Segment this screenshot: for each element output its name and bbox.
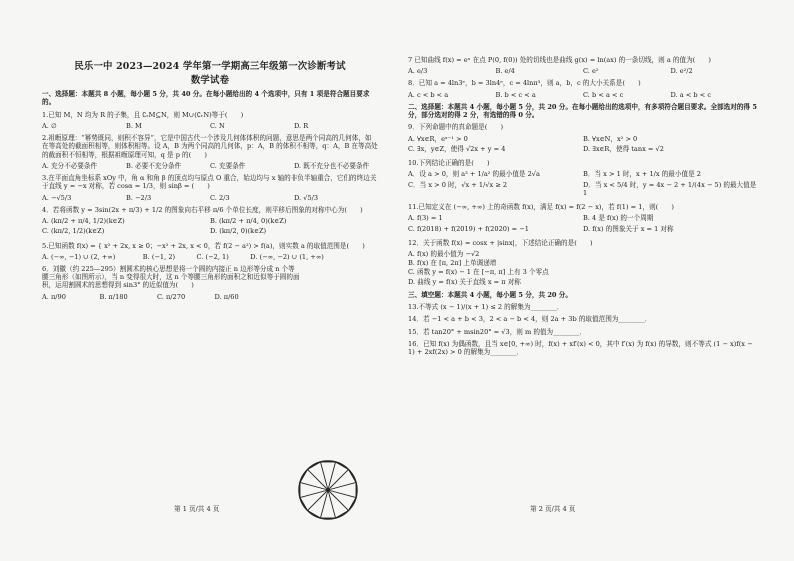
question-8: 8．已知 a = 4ln3ᵉ，b = 3ln4ᵉ，c = 4lnπ³，则 a，b，c 的大小关系是( ) [408, 79, 641, 88]
page-number-right: 第 2 页/共 4 页 [530, 505, 576, 513]
title-line-2: 数学试卷 [190, 74, 230, 86]
option-c: C. f(2018) + f(2019) + f(2020) = −1 [408, 224, 529, 233]
option-a: A．设 a > 0，则 a³ + 1/a² 的最小值是 2√a [408, 170, 540, 179]
option-a: A. (−∞, −1) ∪ (2, +∞) [42, 252, 116, 261]
option-b: B. e/4 [495, 67, 515, 76]
question-8-options [408, 91, 758, 99]
question-12-options [408, 250, 758, 287]
question-2-options [42, 162, 378, 170]
option-a: A. π/90 [42, 292, 66, 301]
section-1-heading: 一、选择题：本题共 8 小题，每小题 5 分，共 40 分。在每小题给出的 4 个选项中，只有 1 项是符合题目要求的。 [42, 90, 370, 107]
page-number-left: 第 1 页/共 4 页 [174, 505, 220, 513]
option-b: B. f(x) 在 [π, 2π] 上单调递增 [408, 259, 497, 268]
option-b: B. ∀x∈N，x² > 0 [583, 134, 638, 143]
option-b: B. M [126, 121, 142, 130]
page-2-column [408, 0, 758, 561]
option-d: D. R [294, 121, 309, 130]
option-b: B. (kπ/2 + π/4, 0)(k∈Z) [210, 217, 287, 226]
polygon-edge [300, 469, 308, 482]
question-3-options [42, 194, 378, 202]
option-d: D. ∃x∈R，使得 tanx = √2 [583, 144, 664, 153]
option-c: C. 函数 y = f(x) − 1 在 [−π, π] 上有 3 个零点 [408, 268, 549, 277]
question-15: 15．若 tan20° + msin20° = √3，则 m 的值为________． [408, 327, 587, 336]
question-1-options [42, 122, 378, 130]
option-c: C．当 x > 0 时，√x + 1/√x ≥ 2 [408, 180, 508, 189]
section-3-heading: 三、填空题：本题共 4 小题，每小题 5 分，共 20 分。 [408, 290, 572, 299]
question-11-options [408, 214, 758, 234]
question-3: 3.在平面直角坐标系 xOy 中，角 α 和角 β 的顶点均与原点 O 重合，始边均与 x 轴的非负半轴重合，它们的终边关于直线 y = −x 对称，若 cosα = 1/3，则 sinβ = ( ) [42, 174, 377, 191]
polygon-edge [349, 498, 357, 511]
question-5-options [42, 253, 378, 261]
option-d: D. π/60 [214, 292, 239, 301]
question-6-options [42, 293, 272, 301]
section-2-heading: 二、选择题：本题共 4 小题，每小题 5 分，共 20 分。在每小题给出的选项中，有多项符合题目要求。全部选对的得 5 分，部分选对的得 2 分，有选错的得 0 分。 [408, 102, 757, 120]
option-c: C. 2/3 [210, 193, 230, 202]
option-b: B. −2/3 [126, 193, 152, 202]
question-13: 13.不等式 (x − 1)/(x + 1) ≤ 2 的解集为________． [408, 303, 564, 312]
polygon-edge [300, 498, 308, 511]
option-d: D. √5/3 [294, 193, 319, 202]
option-c: C. (kπ/2, 1/2)(k∈Z) [42, 227, 105, 236]
option-b: B. π/180 [99, 292, 128, 301]
option-b: B. 4 是 f(x) 的一个周期 [583, 214, 654, 223]
option-b: B. (−1, 2) [142, 252, 176, 261]
option-a: A. ∅ [42, 121, 57, 130]
question-16: 16．已知 f(x) 为偶函数，且当 x∈[0, +∞) 时，f(x) + xf′(x) < 0，其中 f′(x) 为 f(x) 的导数，则不等式 (1 − x)f(x − 1) + 2xf(2x) > 0 的解集为________． [408, 339, 753, 357]
question-2: 2.祖暅原理：“幂势既同，则积不容异”，它是中国古代一个涉及几何体体积的问题，意思是两个同高的几何体，如在等高处的截面积相等，则体积相等。设 A，B 为两个同高的几何体，p：A，B 的体积不相等，q：A，B 在等高处的截面积不恒相等，根据祖暅原理可知，q 是 p 的( ) [42, 134, 378, 159]
option-a: A. (kπ/2 + π/4, 1/2)(k∈Z) [42, 217, 125, 226]
title-line-1: 民乐一中 2023—2024 学年第一学期高三年级第一次诊断考试 [74, 61, 346, 72]
question-5: 5.已知函数 f(x) = { x² + 2x, x ≥ 0；−x² + 2x, x < 0，若 f(2 − a²) > f(a)，则实数 a 的取值范围是( ) [42, 241, 365, 250]
option-a: A. f(x) 的最小值为 −√2 [408, 249, 480, 258]
option-c: C. b < a < c [583, 90, 624, 99]
question-7: 7 已知曲线 f(x) = eˣ 在点 P(0, f(0)) 处的切线也是曲线 g(x) = ln(ax) 的一条切线，则 a 的值为( ) [408, 56, 711, 64]
option-b: B. 必要不充分条件 [126, 161, 182, 170]
option-b: B. b < c < a [495, 90, 536, 99]
option-c: C. N [210, 121, 225, 130]
question-10: 10.下列结论正确的是( ) [408, 159, 490, 168]
polygon-edge [336, 462, 349, 470]
option-a: A. e/3 [408, 67, 428, 76]
option-c: C. (−2, 1) [196, 252, 229, 261]
question-6: 6．刘徽（约 225—295）割圆术的核心思想是将一个圆的内接正 n 边形等分成 n 个等腰三角形（如图所示），当 n 变得很大时，这 n 个等腰三角形的面积之和近似等于圆的面积，运用割圆术的思想得到 sin3° 的近似值为( ) [42, 265, 300, 290]
option-c: C. e² [583, 67, 599, 76]
question-10-options [408, 170, 758, 199]
question-9: 9．下列命题中的真命题是( ) [408, 123, 504, 132]
inscribed-polygon-figure [296, 458, 360, 522]
polygon-edge [307, 462, 320, 470]
question-7-options [408, 67, 758, 75]
polygon-edge [336, 511, 349, 519]
question-4-options [42, 217, 378, 237]
exam-title [42, 60, 378, 87]
option-a: A. f(3) = 1 [408, 214, 443, 223]
option-a: A. −√5/3 [42, 193, 72, 202]
option-d: D. 曲线 y = f(x) 关于直线 x = π 对称 [408, 277, 521, 286]
option-a: A. ∀x∈R，eˣ⁻¹ > 0 [408, 134, 468, 143]
question-9-options [408, 135, 758, 155]
polygon-edge [349, 469, 357, 482]
option-c: C. ∃x，y∈Z，使得 √2x + y = 4 [408, 144, 506, 153]
polygon-edge [307, 511, 320, 519]
option-d: D. (kπ/2, 0)(k∈Z) [210, 227, 267, 236]
question-1: 1.已知 M，N 均为 R 的子集，且 ∁ᵣM⊆N，则 M∪(∁ᵣN)等于( ) [42, 110, 244, 119]
question-12: 12．关于函数 f(x) = cosx + |sinx|，下述结论正确的是( ) [408, 238, 593, 247]
option-c: C. 充要条件 [210, 161, 246, 170]
option-d: D．当 x < 5/4 时，y = 4x − 2 + 1/(4x − 5) 的最大值是 1 [583, 180, 757, 197]
question-11: 11.已知定义在 (−∞, +∞) 上的奇函数 f(x)，满足 f(x) = f(2 − x)，若 f(1) = 1，则( ) [408, 203, 674, 212]
option-d: D. a < b < c [670, 90, 712, 99]
option-a: A. c < b < a [408, 90, 449, 99]
question-4: 4．若将函数 y = 3sin(2x + π/3) + 1/2 的图象向右平移 π/6 个单位长度，则平移后图象的对称中心为( ) [42, 205, 363, 214]
option-d: D. f(x) 的图象关于 x = 1 对称 [583, 224, 674, 233]
option-d: D. e²/2 [670, 67, 693, 76]
option-a: A. 充分不必要条件 [42, 161, 98, 170]
option-d: D. (−∞, −2) ∪ (1, +∞) [250, 252, 324, 261]
option-d: D. 既不充分也不必要条件 [294, 161, 370, 170]
option-b: B．当 x > 1 时，x + 1/x 的最小值是 2 [583, 170, 701, 179]
question-14: 14．若 −1 < a + b < 3，2 < a − b < 4，则 2a + 3b 的取值范围为________． [408, 315, 652, 324]
option-c: C. π/270 [157, 292, 186, 301]
